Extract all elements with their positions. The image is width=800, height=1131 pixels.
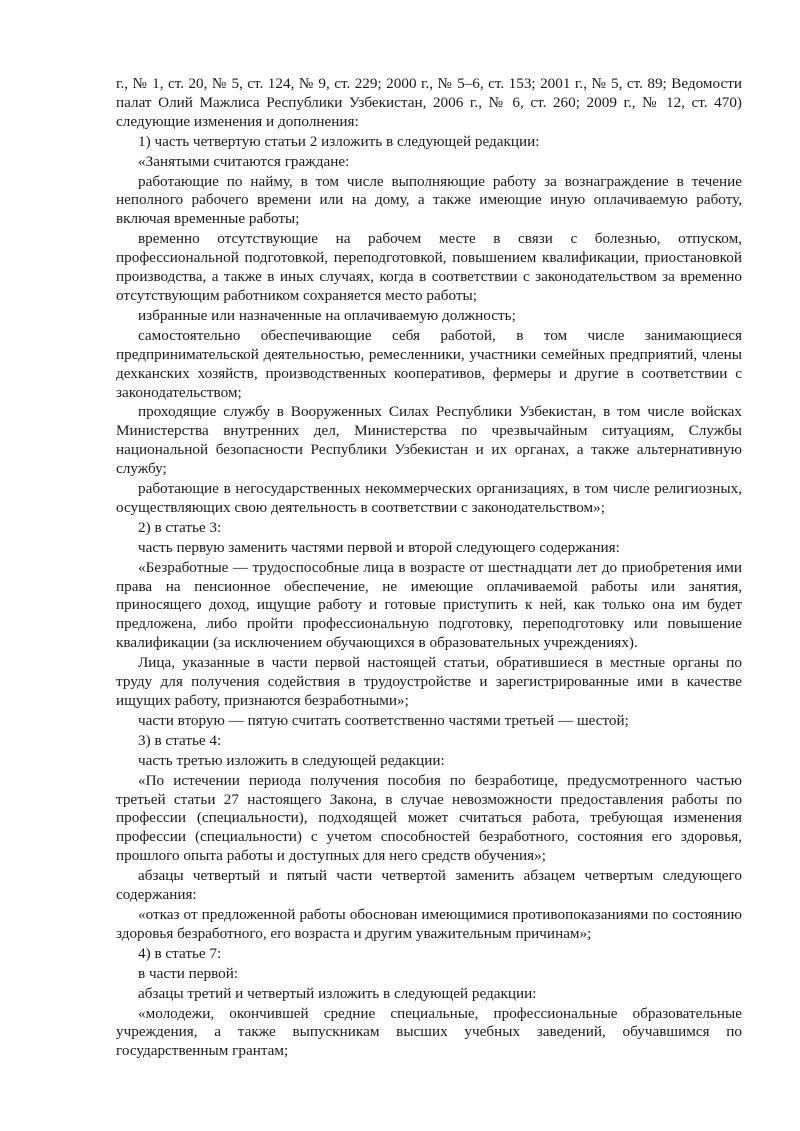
paragraph-item-4: 4) в статье 7: xyxy=(138,944,222,962)
paragraph-article4-suitable-work: «По истечении периода получения пособия по безработице, предусмотренного частью третьей статьи 27 настоящего Закона, в случае невозможности предоставления работы по профессии (специальности), подходящей может считаться работа, требующая изменения профессии (специальности) с учетом способностей безработного, состояния его здоровья, прошлого опыта работы и доступных для него средств обучения»; xyxy=(116,771,742,865)
paragraph-continuation: г., № 1, ст. 20, № 5, ст. 124, № 9, ст. 229; 2000 г., № 5–6, ст. 153; 2001 г., № 5, ст. 89; Ведомости палат Олий Мажлиса Республики Узбекистан, 2006 г., № 6, ст. 260; 2009 г., № 12, ст. 470) следующие изменения и дополнения: xyxy=(116,75,742,130)
paragraph-employed-hired: работающие по найму, в том числе выполняющие работу за вознаграждение в течение неполного рабочего времени или на дому, а также имеющие иную оплачиваемую работу, включая временные работы; xyxy=(116,172,742,228)
paragraph-article3-renumber: части вторую — пятую считать соответственно частями третьей — шестой; xyxy=(138,711,629,729)
paragraph-article4-part3: часть третью изложить в следующей редакции: xyxy=(138,751,445,769)
paragraph-item-1: 1) часть четвертую статьи 2 изложить в следующей редакции: xyxy=(138,132,540,150)
paragraph-article7-part1: в части первой: xyxy=(138,964,239,982)
paragraph-article7-youth: «молодежи, окончившей средние специальные, профессиональные образовательные учреждения, а также выпускникам высших учебных заведений, обучавшимся по государственным грантам; xyxy=(116,1004,742,1060)
paragraph-employed-temporarily-absent: временно отсутствующие на рабочем месте в связи с болезнью, отпуском, профессиональной подготовкой, переподготовкой, повышением квалификации, приостановкой производства, а также в иных случаях, когда в соответствии с законодательством за временно отсутствующим работником сохраняется место работы; xyxy=(116,230,742,304)
paragraph-employed-self: самостоятельно обеспечивающие себя работой, в том числе занимающиеся предпринимательской деятельностью, ремесленники, участники семейных предприятий, члены дехканских хозяйств, производственных кооперативов, фермеры и другие в соответствии с законодательством; xyxy=(116,326,742,401)
paragraph-employed-service: проходящие службу в Вооруженных Силах Республики Узбекистан, в том числе войсках Министерства внутренних дел, Министерства по чрезвычайным ситуациям, Службы национальной безопасности Республики Узбекистан и их органах, а также альтернативную службу; xyxy=(116,403,742,478)
paragraph-article4-refusal: «отказ от предложенной работы обоснован имеющимися противопоказаниями по состоянию здоровья безработного, его возраста и другим уважительным причинам»; xyxy=(116,905,742,942)
paragraph-unemployed-definition: «Безработные — трудоспособные лица в возрасте от шестнадцати лет до приобретения ими права на пенсионное обеспечение, не имеющие оплачиваемой работы или занятия, приносящего доход, ищущие работу и готовые приступить к ней, как только она им будет предложена, либо пройти профессиональную подготовку, переподготовку или повышение квалификации (за исключением обучающихся в образовательных учреждениях). xyxy=(116,558,742,652)
document-page xyxy=(116,75,742,1062)
paragraph-item-3: 3) в статье 4: xyxy=(138,731,222,749)
paragraph-employed-intro: «Занятыми считаются граждане: xyxy=(138,152,350,170)
paragraph-article4-replace: абзацы четвертый и пятый части четвертой заменить абзацем четвертым следующего содержания: xyxy=(116,867,742,904)
paragraph-employed-elected: избранные или назначенные на оплачиваемую должность; xyxy=(138,306,516,324)
paragraph-employed-nonprofit: работающие в негосударственных некоммерческих организациях, в том числе религиозных, осуществляющих свою деятельность в соответствии с законодательством»; xyxy=(116,480,742,516)
paragraph-unemployed-recognition: Лица, указанные в части первой настоящей статьи, обратившиеся в местные органы по труду для получения содействия в трудоустройстве и зарегистрированные ими в качестве ищущих работу, признаются безработными»; xyxy=(116,654,742,709)
paragraph-article3-replace: часть первую заменить частями первой и второй следующего содержания: xyxy=(138,538,620,556)
paragraph-item-2: 2) в статье 3: xyxy=(138,518,222,536)
paragraph-article7-paragraphs: абзацы третий и четвертый изложить в следующей редакции: xyxy=(138,984,537,1002)
